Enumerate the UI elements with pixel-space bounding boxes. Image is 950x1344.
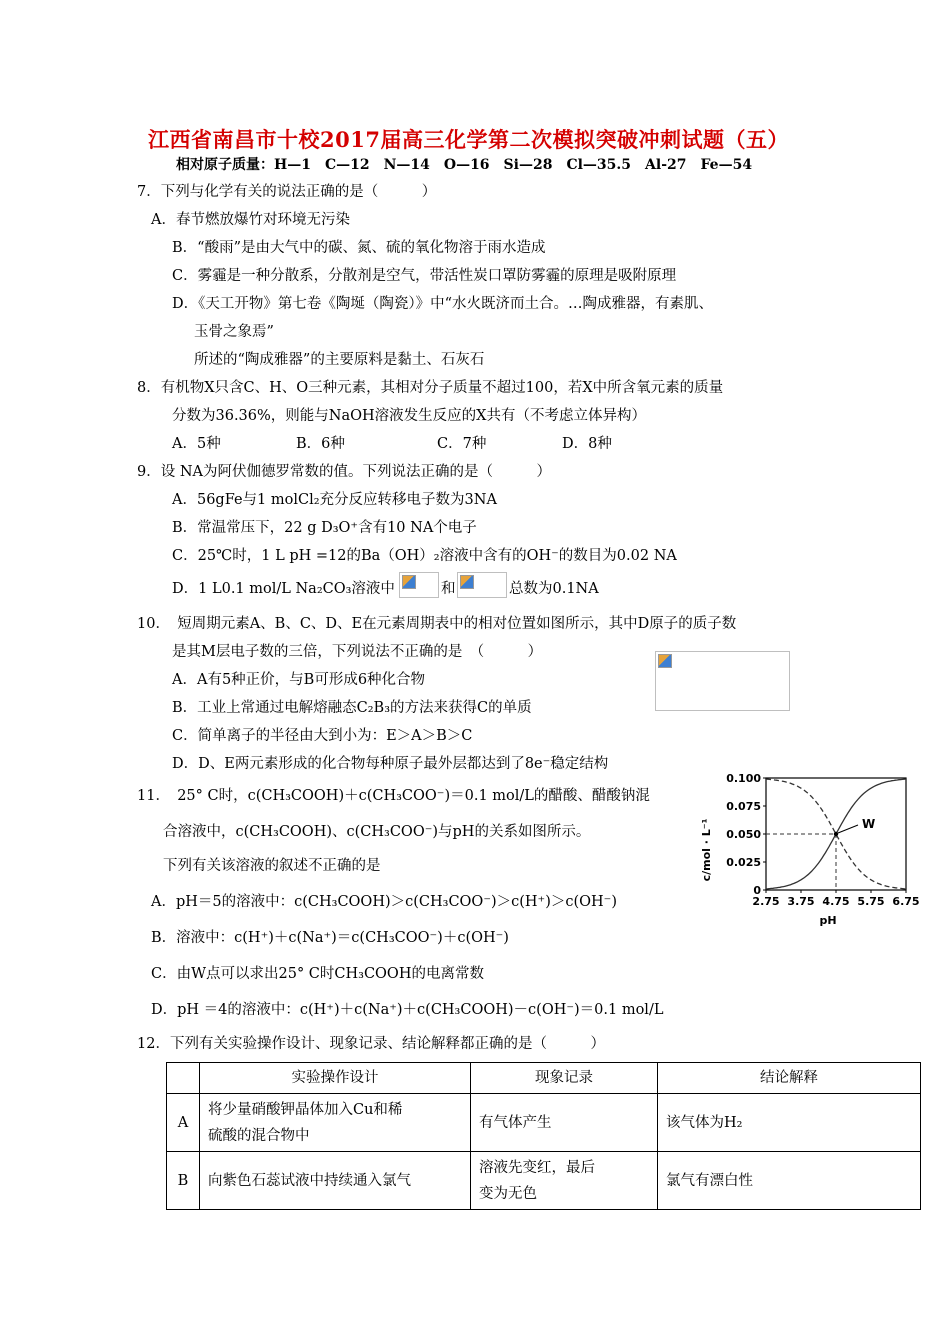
- chart-point-w: [834, 832, 838, 836]
- table-row: [167, 1094, 921, 1152]
- q10-option-d: D．D、E两元素形成的化合物每种原子最外层都达到了8e⁻稳定结构: [172, 756, 609, 772]
- q9-option-c: C．25℃时，1 L pH =12的Ba（OH）₂溶液中含有的OH⁻的数目为0.02 NA: [172, 548, 677, 564]
- q8-option-a: A．5种: [172, 436, 221, 452]
- broken-image-icon: [460, 575, 474, 589]
- q12-stem: 12．下列有关实验操作设计、现象记录、结论解释都正确的是（ ）: [137, 1036, 605, 1052]
- row-operation-line1: 将少量硝酸钾晶体加入Cu和稀: [208, 1101, 403, 1118]
- table-row: [167, 1152, 921, 1210]
- row-observation-line1: 有气体产生: [479, 1114, 552, 1131]
- q11-option-b: B．溶液中：c(H⁺)＋c(Na⁺)＝c(CH₃COO⁻)＋c(OH⁻): [151, 930, 509, 946]
- chart-y-axis-label: c/mol · L⁻¹: [700, 818, 713, 882]
- q7-stem: 7．下列与化学有关的说法正确的是（ ）: [137, 184, 437, 200]
- chart-x-axis-label: pH: [819, 914, 837, 927]
- row-conclusion: 该气体为H₂: [658, 1094, 921, 1152]
- q9-option-b: B．常温常压下，22 g D₃O⁺含有10 NA个电子: [172, 520, 477, 536]
- q7-option-a: A．春节燃放爆竹对环境无污染: [151, 212, 350, 228]
- broken-image-icon: [402, 575, 416, 589]
- chart-annotation-label: W: [862, 817, 876, 831]
- q11-stem-line3: 下列有关该溶液的叙述不正确的是: [163, 858, 381, 874]
- q8-stem-line2: 分数为36.36%，则能与NaOH溶液发生反应的X共有（不考虑立体异构）: [172, 408, 646, 424]
- q7-option-d-line1: D．《天工开物》第七卷《陶埏（陶瓷）》中“水火既济而土合。…陶成雅器，有素肌、: [172, 296, 714, 312]
- q10-stem-line1: 10． 短周期元素A、B、C、D、E在元素周期表中的相对位置如图所示，其中D原子的质子数: [137, 616, 737, 632]
- row-operation-line1: 向紫色石蕊试液中持续通入氯气: [208, 1172, 411, 1189]
- row-observation: [471, 1152, 658, 1210]
- q11-option-c: C．由W点可以求出25° C时CH₃COOH的电离常数: [151, 966, 484, 982]
- q10-stem-line2: 是其M层电子数的三倍，下列说法不正确的是 （ ）: [172, 644, 543, 660]
- q11-option-d: D．pH ＝4的溶液中：c(H⁺)＋c(Na⁺)＋c(CH₃COOH)－c(OH⁻)＝0.1 mol/L: [151, 1002, 664, 1018]
- row-observation: [471, 1094, 658, 1152]
- q9-stem: 9．设 NA为阿伏伽德罗常数的值。下列说法正确的是（ ）: [137, 464, 551, 480]
- q8-option-d: D．8种: [562, 436, 612, 452]
- q9-option-a: A．56gFe与1 molCl₂充分反应转移电子数为3NA: [172, 492, 497, 508]
- concentration-ph-chart: [690, 766, 920, 930]
- chart-y-tick-label: 0.075: [726, 800, 761, 813]
- row-operation-line2: 硫酸的混合物中: [208, 1127, 310, 1144]
- experiment-table: [166, 1062, 921, 1210]
- header-cell-observation: 现象记录: [471, 1063, 658, 1094]
- q7-option-c: C．雾霾是一种分散系，分散剂是空气，带活性炭口罩防雾霾的原理是吸附原理: [172, 268, 677, 284]
- atomic-masses: 相对原子质量：H—1 C—12 N—14 O—16 Si—28 Cl—35.5 Al-27 Fe—54: [176, 157, 753, 173]
- chart-y-tick-label: 0: [753, 884, 761, 897]
- chart-y-tick-label: 0.050: [726, 828, 761, 841]
- header-cell-label: [167, 1063, 200, 1094]
- broken-image-icon: [658, 654, 672, 668]
- row-operation: [200, 1152, 471, 1210]
- q9-option-d-prefix: D．1 L0.1 mol/L Na₂CO₃溶液中: [172, 581, 395, 597]
- row-observation-line1: 溶液先变红，最后: [479, 1159, 595, 1176]
- row-label: A: [167, 1094, 200, 1152]
- chart-x-tick-label: 4.75: [822, 895, 850, 908]
- carbonate-formula-image: [399, 572, 439, 598]
- chart-x-tick-label: 5.75: [857, 895, 885, 908]
- q9-option-d-suffix: 总数为0.1NA: [509, 581, 599, 597]
- chart-y-tick-label: 0.025: [726, 856, 761, 869]
- q8-stem-line1: 8．有机物X只含C、H、O三种元素，其相对分子质量不超过100，若X中所含氧元素的质量: [137, 380, 724, 396]
- q9-option-d-and: 和: [441, 581, 456, 597]
- q7-option-d-line2: 玉骨之象焉”: [194, 324, 274, 340]
- q8-option-c: C．7种: [437, 436, 487, 452]
- table-header-row: [167, 1063, 921, 1094]
- bicarbonate-formula-image: [457, 572, 507, 598]
- q8-option-b: B．6种: [296, 436, 345, 452]
- header-cell-operation: 实验操作设计: [200, 1063, 471, 1094]
- row-conclusion: 氯气有漂白性: [658, 1152, 921, 1210]
- q11-option-a: A．pH＝5的溶液中：c(CH₃COOH)＞c(CH₃COO⁻)＞c(H⁺)＞c(OH⁻): [151, 894, 617, 910]
- row-observation-line2: 变为无色: [479, 1185, 537, 1202]
- q11-stem-line1: 11． 25° C时，c(CH₃COOH)＋c(CH₃COO⁻)＝0.1 mol/L的醋酸、醋酸钠混: [137, 788, 650, 804]
- chart-y-tick-label: 0.100: [726, 772, 761, 785]
- q10-option-b: B．工业上常通过电解熔融态C₂B₃的方法来获得C的单质: [172, 700, 532, 716]
- chart-x-tick-label: 2.75: [752, 895, 780, 908]
- chart-x-tick-label: 3.75: [787, 895, 815, 908]
- q10-option-c: C．简单离子的半径由大到小为：E＞A＞B＞C: [172, 728, 473, 744]
- chart-annotation-leader: [838, 825, 858, 833]
- q11-stem-line2: 合溶液中，c(CH₃COOH)、c(CH₃COO⁻)与pH的关系如图所示。: [163, 824, 591, 840]
- q10-option-a: A．A有5种正价，与B可形成6种化合物: [172, 672, 426, 688]
- header-cell-conclusion: 结论解释: [658, 1063, 921, 1094]
- page-title: 江西省南昌市十校2017届高三化学第二次模拟突破冲刺试题（五）: [148, 127, 789, 152]
- q7-option-d-line3: 所述的“陶成雅器”的主要原料是黏土、石灰石: [194, 352, 485, 368]
- periodic-table-figure: [655, 651, 790, 711]
- chart-x-tick-label: 6.75: [892, 895, 920, 908]
- row-label: B: [167, 1152, 200, 1210]
- q7-option-b: B．“酸雨”是由大气中的碳、氮、硫的氧化物溶于雨水造成: [172, 240, 546, 256]
- row-operation: [200, 1094, 471, 1152]
